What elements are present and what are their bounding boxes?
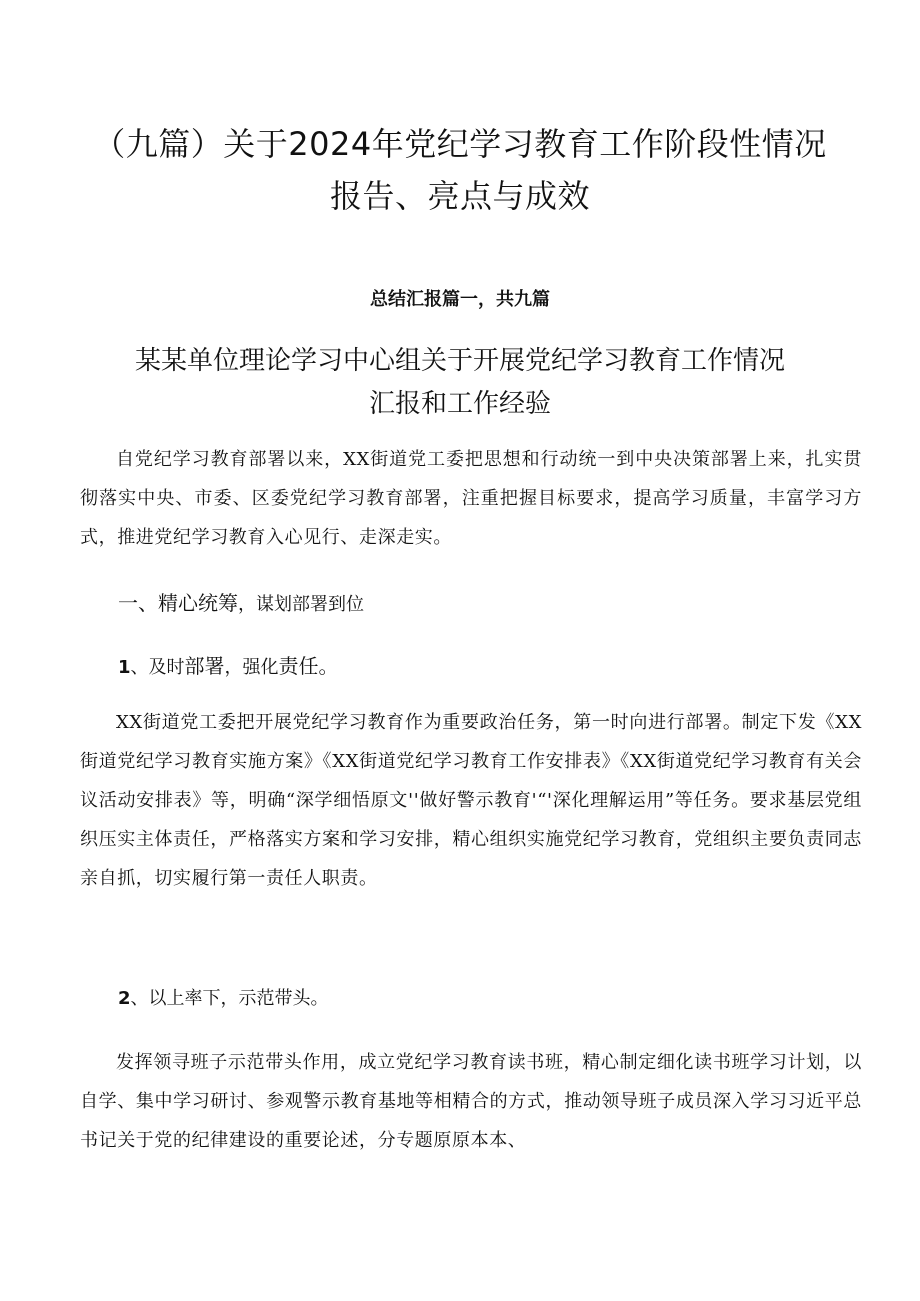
heading-1-2 [80,979,900,1018]
heading-1-1-part-4: 责任。 [278,654,339,678]
heading-1-1 [80,647,900,687]
heading-1-1-part-3: ，强化 [224,657,279,678]
heading-1-1-part-2: 部署 [184,654,225,678]
heading-level-1 [80,584,900,624]
heading-1-1-number: 1 [118,657,131,678]
section-subtitle-line-2: 汇报和工作经验 [368,389,551,419]
document-title-line-1: （九篇）关于2024年党纪学习教育工作阶段性情况 [93,125,827,163]
paragraph-2: 发挥领寻班子示范带头作用，成立党纪学习教育读书班，精心制定细化读书班学习计划，以自学、集中学习研讨、参观警示教育基地等相精合的方式，推动领导班子成员深入学习习近平总书记关于党的纪律建设的重要论述，分专题原原本本、 [80,1052,862,1151]
intro-paragraph: 自党纪学习教育部署以来，XX街道党工委把思想和行动统一到中央决策部署上来，扎实贯彻落实中央、市委、区委党纪学习教育部署，注重把握目标要求，提高学习质量，丰富学习方式，推进党纪学习教育入心见行、走深走实。 [80,449,862,548]
paragraph-1: XX街道党工委把开展党纪学习教育作为重要政治任务，第一时向进行部署。制定下发《XX街道党纪学习教育实施方案》《XX街道党纪学习教育工作安排表》《XX街道党纪学习教育有关会议活动安排表》等，明确“深学细悟原文''做好警示教育'“'深化理解运用”等任务。要求基层党组织压实主体责任，严格落实方案和学习安排，精心组织实施党纪学习教育，党组织主要负责同志亲自抓，切实履行第一责任人职责。 [80,712,862,889]
heading-1-2-number: 2 [118,988,131,1009]
heading-1-2-text: 、以上率下，示范带头。 [130,988,329,1009]
heading-1-1-part-1: 、及时 [130,657,185,678]
document-title-line-2: 报告、亮点与成效 [329,177,590,215]
heading-level-1-suffix: ，谋划部署到位 [238,594,364,615]
section-label: 总结汇报篇一，共九篇 [370,289,550,310]
section-subtitle-line-1: 某某单位理论学习中心组关于开展党纪学习教育工作情况 [134,346,785,376]
heading-level-1-prefix: 一、精心统筹 [118,591,238,615]
document-title [60,118,860,222]
section-subtitle [60,340,860,426]
